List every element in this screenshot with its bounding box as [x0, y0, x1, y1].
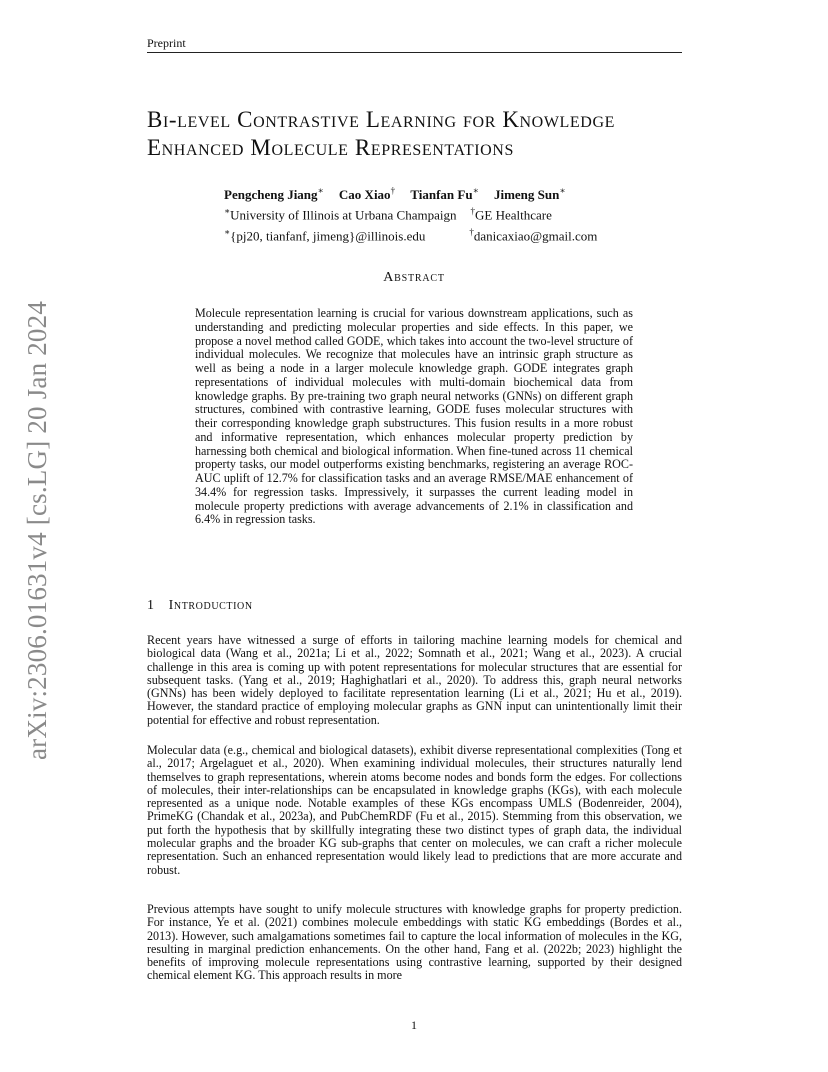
page-number: 1 [411, 1018, 417, 1032]
arxiv-identifier[interactable]: arXiv:2306.01631v4 [cs.LG] 20 Jan 2024 [22, 300, 52, 760]
intro-paragraph: Molecular data (e.g., chemical and biological datasets), exhibit diverse representational complexities (Tong et al., 2017; Argelaguet et al., 2020). When examining individual molecules, their structures naturally lend themselves to graph representations, wherein atoms become nodes and bonds form the edges. For collections of molecules, their inter-relationships can be encapsulated in knowledge graphs (KGs), with each molecule represented as a unique node. Notable examples of these KGs encompass UMLS (Bodenreider, 2004), PrimeKG (Chandak et al., 2023a), and PubChemRDF (Fu et al., 2015). Stemming from this observation, we put forth the hypothesis that by skillfully integrating these two distinct types of graph data, the individual molecular graphs and the broader KG sub-graphs that center on molecules, we can craft a richer molecule representation. Such an enhanced representation would likely lead to predictions that are more accurate and robust. [147, 743, 682, 877]
email-row [224, 224, 597, 244]
author-name: Tianfan Fu∗ [410, 186, 479, 203]
affiliation-ge: †GE Healthcare [470, 206, 552, 223]
running-header: Preprint [147, 36, 186, 50]
email-illinois[interactable]: ∗{pj20, tianfanf, jimeng}@illinois.edu [224, 226, 426, 243]
intro-paragraph: Previous attempts have sought to unify molecule structures with knowledge graphs for property prediction. For instance, Ye et al. (2021) combines molecule embeddings with static KG embeddings (Bordes et al., 2013). However, such amalgamations sometimes fail to capture the local information of molecules in the KG, resulting in marginal prediction enhancements. On the other hand, Fang et al. (2022b; 2023) highlight the benefits of improving molecule representations using contrastive learning, supported by their designed chemical element KG. This approach results in more [147, 902, 682, 983]
author-name: Pengcheng Jiang∗ [224, 186, 324, 203]
paper-title: Bi-level Contrastive Learning for Knowledge Enhanced Molecule Representations [147, 107, 615, 160]
affiliation-illinois: ∗University of Illinois at Urbana Champaign [224, 206, 457, 223]
section-number: 1 [147, 598, 155, 613]
intro-paragraph: Recent years have witnessed a surge of efforts in tailoring machine learning models for chemical and biological data (Wang et al., 2021a; Li et al., 2022; Somnath et al., 2021; Wang et al., 2023). A crucial challenge in this area is coming up with potent representations for molecular structures that are essential for subsequent tasks. (Yang et al., 2019; Haghighatlari et al., 2020). To address this, graph neural networks (GNNs) has been widely deployed to facilitate representation learning (Li et al., 2021; Hu et al., 2019). However, the standard practice of employing molecular graphs as GNN input can unintentionally limit their potential for effective and robust representation. [147, 633, 682, 727]
email-ge[interactable]: †danicaxiao@gmail.com [469, 226, 598, 243]
author-name: Jimeng Sun∗ [493, 186, 566, 203]
abstract-heading: Abstract [383, 270, 445, 285]
author-name: Cao Xiao† [338, 186, 396, 203]
author-block [224, 183, 597, 244]
author-names [224, 183, 597, 203]
abstract-text: Molecule representation learning is crucial for various downstream applications, such as understanding and predicting molecular properties and side effects. In this paper, we propose a novel method called GODE, which takes into account the two-level structure of individual molecules. We recognize that molecules have an intrinsic graph structure as well as being a node in a larger molecule knowledge graph. GODE integrates graph representations of individual molecules with multi-domain biochemical data from knowledge graphs. By pre-training two graph neural networks (GNNs) on different graph structures, combined with contrastive learning, GODE fuses molecular structures with their corresponding knowledge graph substructures. This fusion results in a more robust and informative representation, which enhances molecular property prediction by harnessing both chemical and biological information. When fine-tuned across 11 chemical property tasks, our model outperforms existing benchmarks, registering an average ROC-AUC uplift of 12.7% for classification tasks and an average RMSE/MAE enhancement of 34.4% for regression tasks. Impressively, it surpasses the current leading model in molecule property predictions with average advancements of 2.1% in classification and 6.4% in regression tasks. [195, 306, 633, 527]
affiliation-row [224, 203, 597, 223]
header-rule [147, 52, 682, 53]
section-heading-introduction [147, 598, 253, 614]
section-title: Introduction [168, 598, 253, 613]
